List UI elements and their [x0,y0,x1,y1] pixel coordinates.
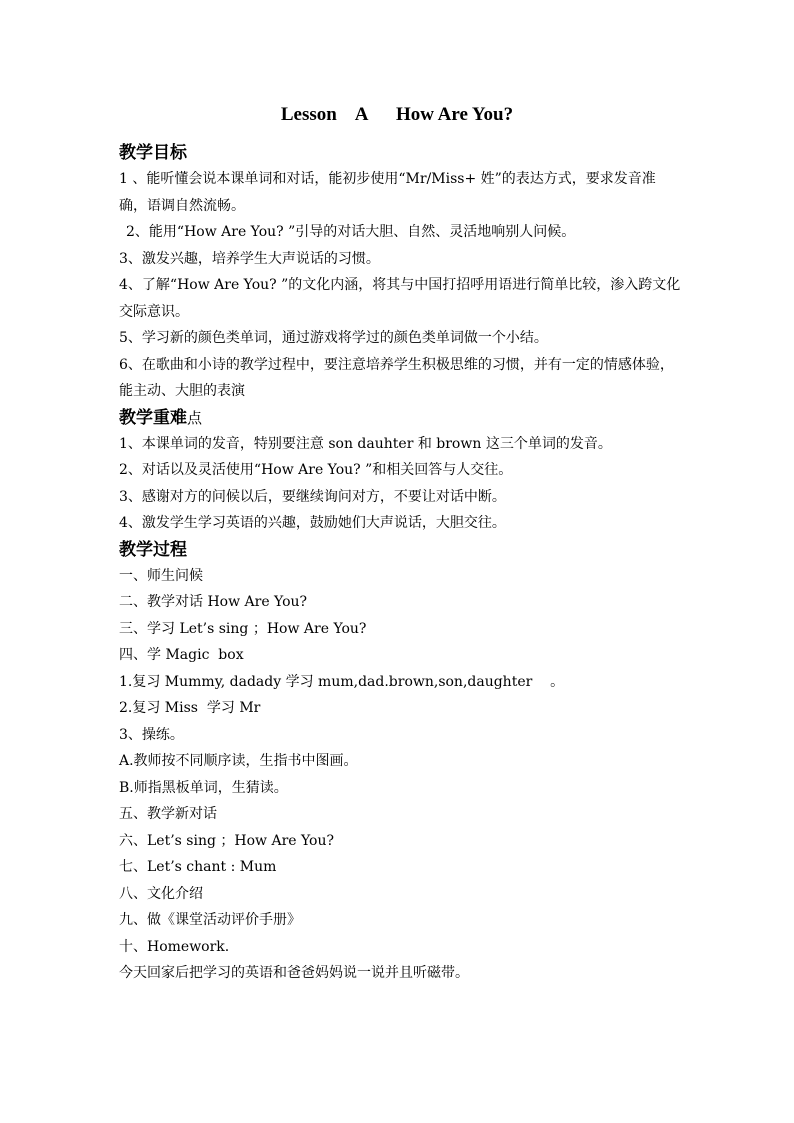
document-body [119,140,681,987]
goal-item: 4、了解“How Are You? ”的文化内涵，将其与中国打招呼用语进行简单比较，渗入跨文化交际意识。 [119,277,681,320]
difficulty-item: 2、对话以及灵活使用“How Are You? ”和相关回答与人交往。 [119,462,513,478]
goal-item: 3、激发兴趣，培养学生大声说话的习惯。 [119,250,380,267]
goal-item: 2、能用“How Are You? ”引导的对话大胆、自然、灵活地响别人问候。 [126,224,576,240]
process-step: 八、文化介绍 [119,885,203,902]
process-step: A.教师按不同顺序读，生指书中图画。 [119,753,358,769]
process-step: 三、学习 Let’s sing ；How Are You? [119,620,367,637]
process-step: 一、师生问候 [119,567,203,584]
difficulty-item: 4、激发学生学习英语的兴趣，鼓励她们大声说话，大胆交往。 [119,515,506,531]
goal-item: 1 、能听懂会说本课单词和对话，能初步使用“Mr/Miss+ 姓”的表达方式，要求发音准确，语调自然流畅。 [119,171,656,214]
difficulty-item: 3、感谢对方的问候以后，要继续询问对方，不要让对话中断。 [119,488,506,505]
process-step: 七、Let’s chant : Mum [119,859,277,875]
difficulties-heading-bold: 教学重难 [119,407,187,428]
process-step: 六、Let’s sing ；How Are You? [119,832,334,849]
difficulties-heading [119,405,681,431]
process-step: 五、教学新对话 [119,806,217,822]
process-step: 2.复习 Miss 学习 Mr [119,700,261,716]
difficulties-heading-rest: 点 [187,408,203,427]
process-step: 二、教学对话 How Are You? [119,594,308,610]
lesson-title: Lesson A How Are You? [280,104,514,125]
homework-note: 今天回家后把学习的英语和爸爸妈妈说一说并且听磁带。 [119,965,469,981]
process-step: B.师指黑板单词，生猜读。 [119,779,288,796]
difficulty-item: 1、本课单词的发音，特别要注意 son dauhter 和 brown 这三个单词的发音。 [119,435,612,452]
goals-heading: 教学目标 [119,143,187,163]
process-step: 十、Homework. [119,938,230,955]
goal-item: 6、在歌曲和小诗的教学过程中，要注意培养学生积极思维的习惯，并有一定的情感体验，能主动、大胆的表演 [119,356,674,399]
process-step: 四、学 Magic box [119,647,244,663]
goal-item: 5、学习新的颜色类单词，通过游戏将学过的颜色类单词做一个小结。 [119,330,548,346]
process-step: 1.复习 Mummy, dadady 学习 mum,dad.brown,son,daughter 。 [119,673,565,690]
process-step: 3、操练。 [119,726,184,743]
process-heading: 教学过程 [119,539,187,560]
process-step: 九、做《课堂活动评价手册》 [119,912,301,928]
